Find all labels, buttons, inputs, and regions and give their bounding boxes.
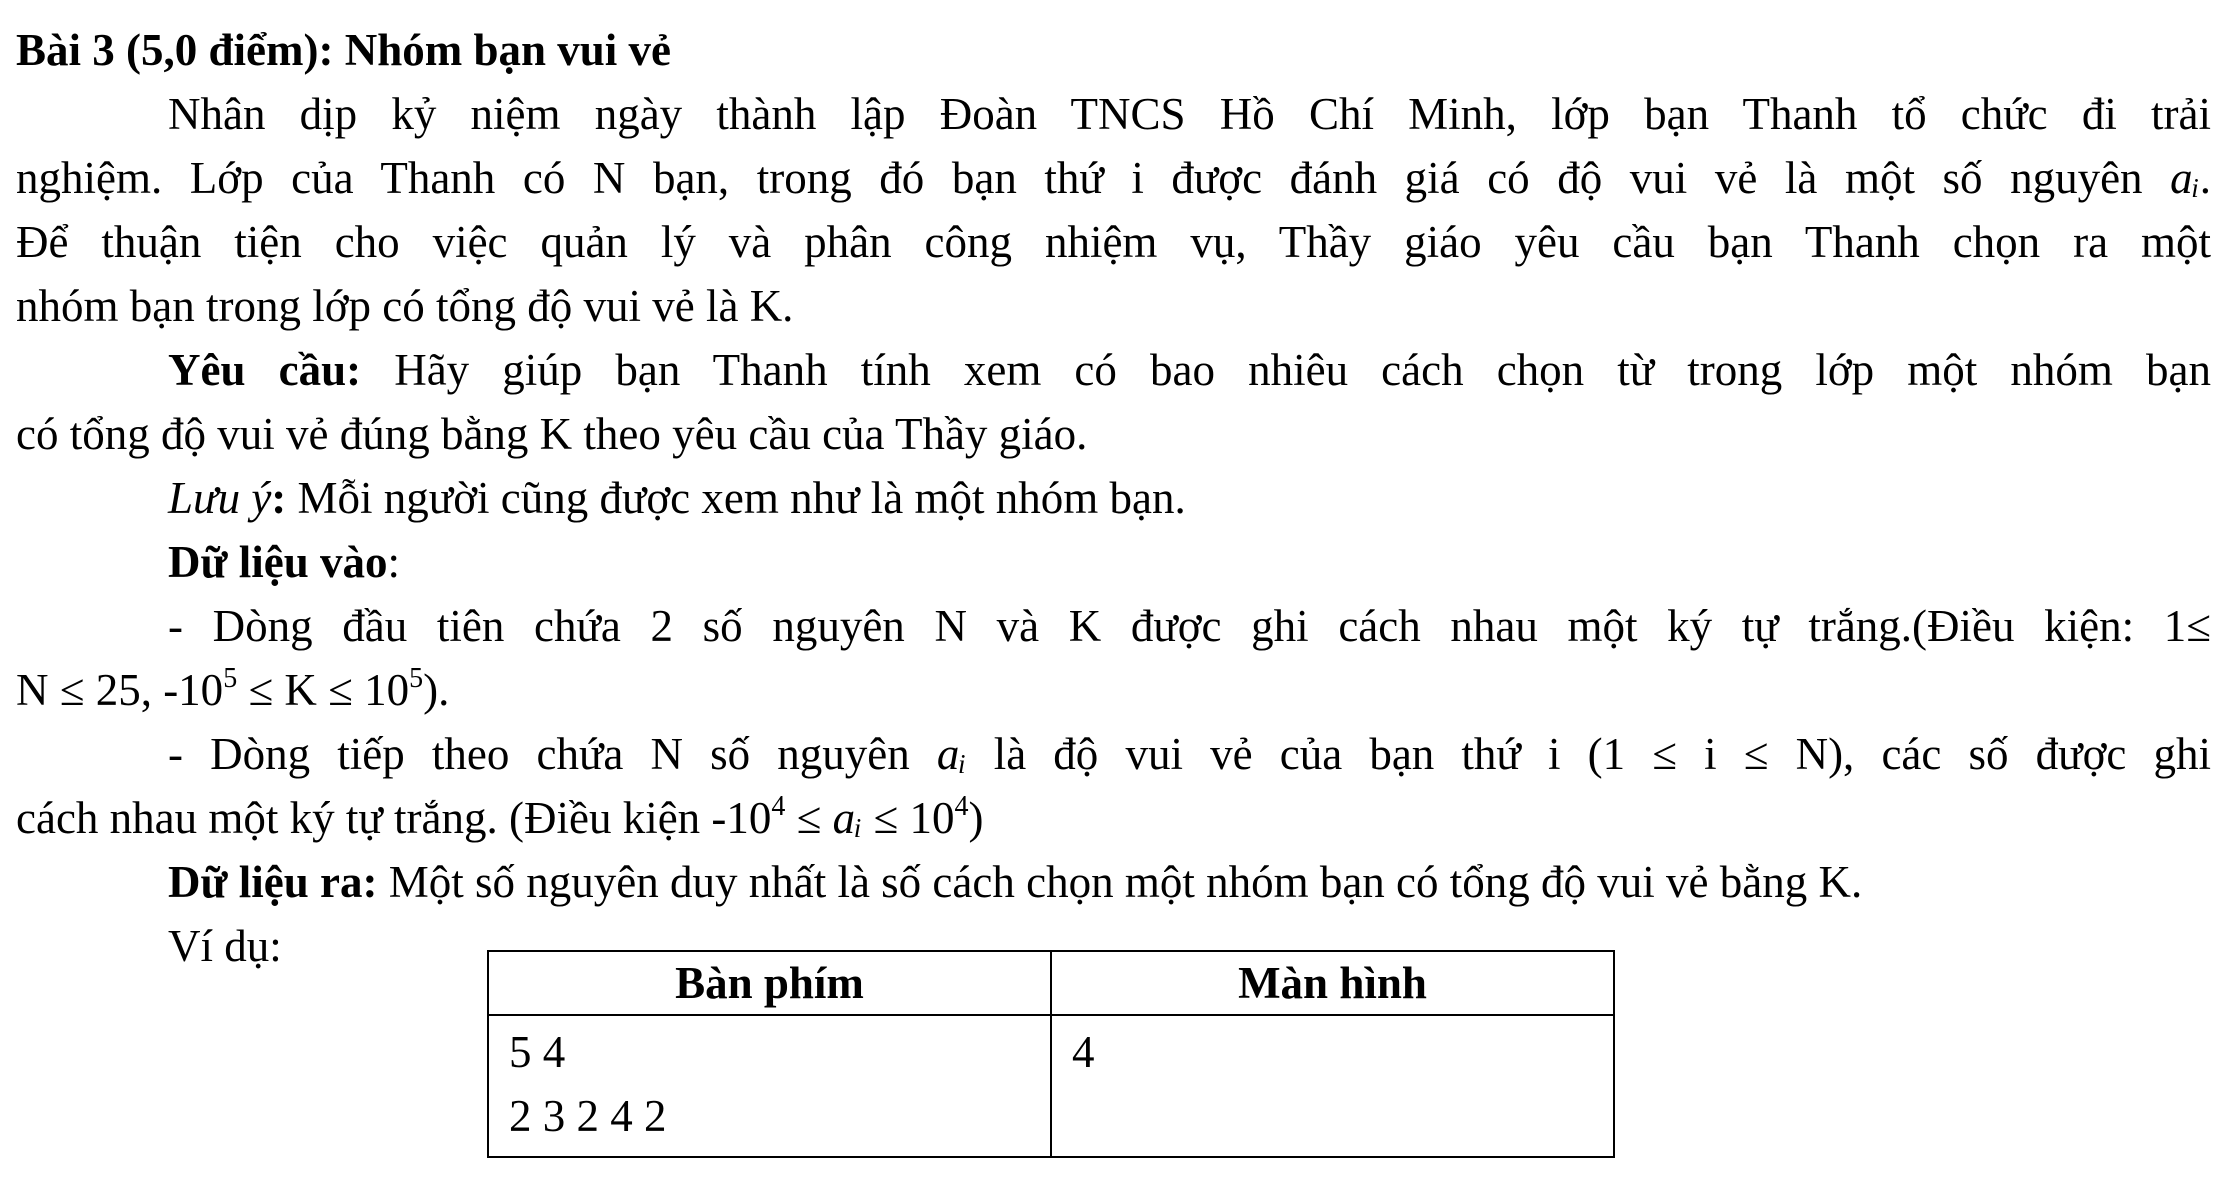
- requirement-line-2: có tổng độ vui vẻ đúng bằng K theo yêu cầu của Thầy giáo.: [16, 409, 1088, 459]
- input-cell: [488, 1015, 1051, 1157]
- variable-a-i: aᵢ: [832, 793, 863, 843]
- output-value: 4: [1072, 1027, 1095, 1077]
- table-header-row: [488, 951, 1614, 1015]
- input-line-1: - Dòng đầu tiên chứa 2 số nguyên N và K được ghi cách nhau một ký tự trắng.(Điều kiện: 1≤: [168, 601, 2211, 651]
- intro-line-1: Nhân dịp kỷ niệm ngày thành lập Đoàn TNCS Hồ Chí Minh, lớp bạn Thanh tổ chức đi trải: [168, 89, 2211, 139]
- output-cell: [1051, 1015, 1614, 1157]
- intro-line-3: Để thuận tiện cho việc quản lý và phân công nhiệm vụ, Thầy giáo yêu cầu bạn Thanh chọn ra một: [16, 217, 2211, 267]
- header-screen: Màn hình: [1051, 951, 1614, 1015]
- variable-a-i: aᵢ: [2170, 153, 2200, 203]
- input-line: 2 3 2 4 2: [509, 1091, 667, 1141]
- intro-line-4: nhóm bạn trong lớp có tổng độ vui vẻ là K.: [16, 281, 794, 331]
- table-row: [488, 1015, 1614, 1157]
- output-label: Dữ liệu ra:: [168, 857, 378, 907]
- input-line-2: N ≤ 25, $-10^5 \le K \le 10^5$).: [16, 663, 450, 715]
- requirement-line-1: Yêu cầu: Hãy giúp bạn Thanh tính xem có bao nhiêu cách chọn từ trong lớp một nhóm bạn: [168, 345, 2211, 395]
- example-label: Ví dụ:: [168, 921, 282, 971]
- input-line-4: cách nhau một ký tự trắng. (Điều kiện $-10^4$ ≤ aᵢ ≤ $10^4$): [16, 791, 984, 843]
- variable-a-i: aᵢ: [936, 729, 967, 779]
- problem-statement: [16, 18, 2211, 978]
- note-line: Lưu ý: Mỗi người cũng được xem như là một nhóm bạn.: [168, 473, 1186, 523]
- input-heading: Dữ liệu vào:: [168, 537, 401, 587]
- output-line: Dữ liệu ra: Một số nguyên duy nhất là số cách chọn một nhóm bạn có tổng độ vui vẻ bằng K.: [168, 857, 1863, 907]
- note-label: Lưu ý: [168, 473, 272, 523]
- requirement-label: Yêu cầu:: [168, 345, 362, 395]
- input-label: Dữ liệu vào: [168, 537, 388, 587]
- intro-line-2: nghiệm. Lớp của Thanh có N bạn, trong đó bạn thứ i được đánh giá có độ vui vẻ là một số nguyên aᵢ.: [16, 153, 2211, 203]
- problem-title: Bài 3 (5,0 điểm): Nhóm bạn vui vẻ: [16, 25, 672, 75]
- header-keyboard: Bàn phím: [488, 951, 1051, 1015]
- example-table-container: [487, 950, 1615, 1158]
- input-line-3: - Dòng tiếp theo chứa N số nguyên aᵢ là độ vui vẻ của bạn thứ i (1 ≤ i ≤ N), các số được ghi: [168, 729, 2211, 779]
- input-line: 5 4: [509, 1027, 566, 1077]
- example-table: [487, 950, 1615, 1158]
